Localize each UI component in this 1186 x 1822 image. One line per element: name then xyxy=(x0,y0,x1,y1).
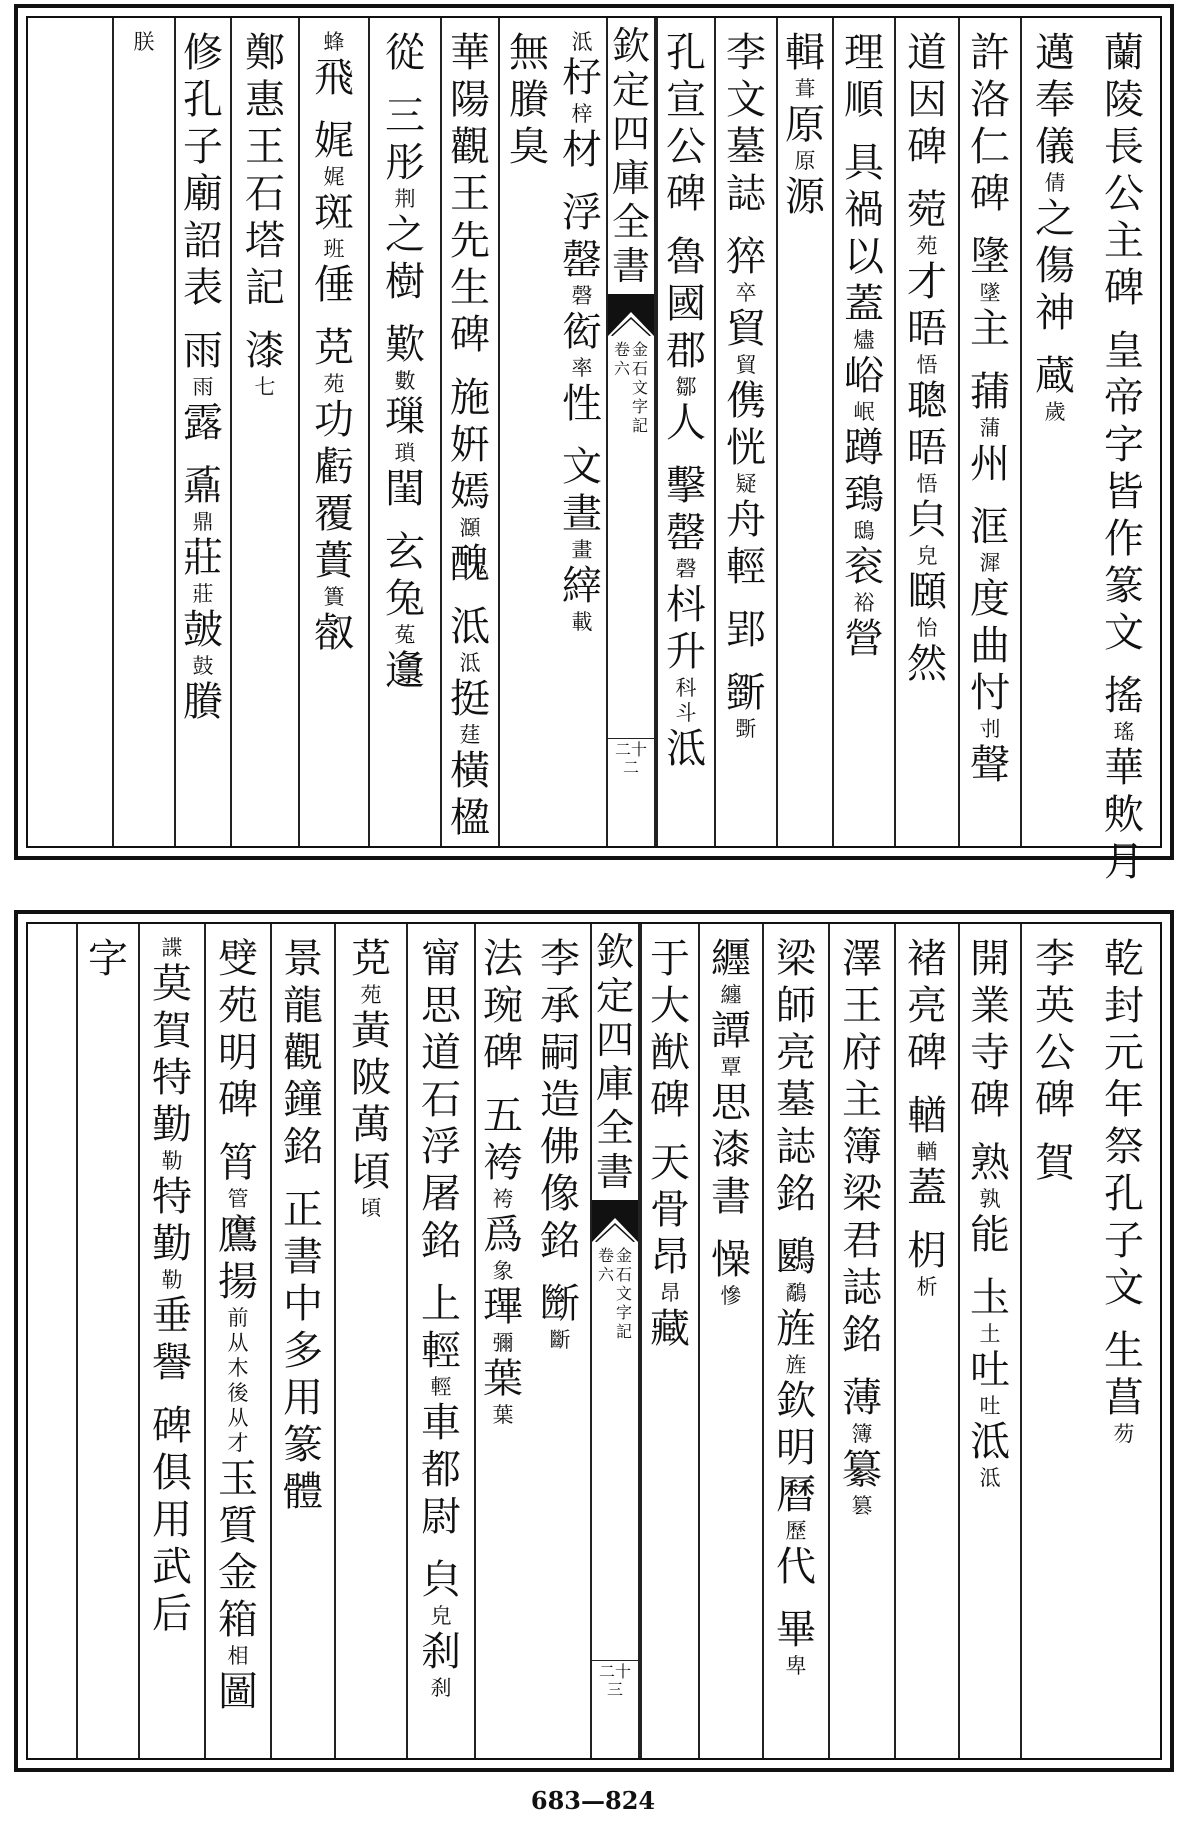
main-text: 正 書 中 多 用 篆 體 xyxy=(283,1187,323,1515)
top-page-frame xyxy=(26,16,1162,885)
main-text: 能 xyxy=(970,1212,1010,1258)
annotation-text: 輶 xyxy=(916,1140,938,1164)
main-text: 薄 xyxy=(842,1375,882,1421)
main-text: 甯 思 道 石 浮 屠 銘 xyxy=(421,936,461,1264)
annotation-text: 苑 xyxy=(323,372,345,396)
annotation-text: 皃 xyxy=(916,544,938,568)
text-column xyxy=(474,924,530,1758)
annotation-text: 貿 xyxy=(735,353,757,377)
main-text: 璅 xyxy=(385,394,425,440)
banner-title: 欽 定 四 庫 全 書 xyxy=(595,930,634,1194)
main-text: 衮 xyxy=(844,544,884,590)
main-text: 葉 xyxy=(483,1356,523,1402)
main-text: 搖 xyxy=(1104,673,1144,719)
text-column xyxy=(406,924,474,1758)
folio-number: 二十二 xyxy=(608,738,654,777)
text-column xyxy=(112,18,174,846)
main-text: 縡 xyxy=(562,563,602,609)
main-text: 墬 xyxy=(970,234,1010,280)
main-text: 州 xyxy=(970,441,1010,487)
annotation-text: 鼎 xyxy=(192,510,214,534)
main-text: 天 骨 昂 xyxy=(650,1140,690,1280)
main-text: 倕 xyxy=(314,262,354,308)
main-text: 輯 xyxy=(785,30,825,76)
annotation-text: 斷 xyxy=(549,1328,571,1352)
annotation-text: 後 从 才 xyxy=(227,1381,249,1455)
main-text: 㒵 xyxy=(421,1557,461,1603)
main-text: 爲 xyxy=(483,1212,523,1258)
annotation-text: 菟 xyxy=(394,623,416,647)
text-column xyxy=(498,18,558,846)
main-text: 生 菖 xyxy=(1104,1328,1144,1421)
main-text: 營 xyxy=(844,616,884,662)
main-text: 邍 xyxy=(385,648,425,694)
main-text: 飛 xyxy=(314,55,354,101)
main-text: 枓 升 xyxy=(666,582,706,675)
main-text: 泜 xyxy=(970,1419,1010,1465)
main-text: 開 業 寺 碑 xyxy=(970,936,1010,1123)
annotation-text: 斲 xyxy=(735,717,757,741)
annotation-text: 刹 xyxy=(430,1676,452,1700)
text-column xyxy=(368,18,440,846)
annotation-text: 泜 xyxy=(979,1466,1001,1490)
text-column xyxy=(1020,924,1088,1758)
main-text: 澤 王 府 主 簿 梁 君 誌 銘 xyxy=(842,936,882,1358)
annotation-text: 㶊 xyxy=(459,516,481,540)
annotation-text: 昂 xyxy=(659,1281,681,1305)
annotation-text: 象 xyxy=(492,1259,514,1283)
text-column xyxy=(174,18,230,846)
annotation-text: 葺 xyxy=(794,77,816,101)
annotation-text: 相 xyxy=(227,1644,249,1668)
main-text: 泜 xyxy=(666,726,706,772)
annotation-text: 慘 xyxy=(720,1284,742,1308)
annotation-text: 鴟 xyxy=(853,519,875,543)
annotation-text: 漽 xyxy=(979,551,1001,575)
fishtail-ornament xyxy=(592,1200,638,1242)
center-banner xyxy=(590,924,640,1758)
text-column xyxy=(894,924,958,1758)
main-text: 景 龍 觀 鐘 銘 xyxy=(283,936,323,1170)
annotation-text: 雨 xyxy=(192,375,214,399)
annotation-text: 娓 xyxy=(323,165,345,189)
annotation-text: 裕 xyxy=(853,591,875,615)
annotation-text: 鷸 xyxy=(785,1281,807,1305)
main-text: 許 洛 仁 碑 xyxy=(970,30,1010,217)
annotation-text: 皃 xyxy=(430,1604,452,1628)
text-column xyxy=(832,18,894,846)
annotation-text: 歲 xyxy=(1044,400,1066,424)
text-column xyxy=(76,924,138,1758)
main-text: 字 xyxy=(88,936,128,982)
text-column xyxy=(714,18,776,846)
annotation-text: 荆 xyxy=(394,187,416,211)
annotation-text: 朕 xyxy=(133,30,155,54)
main-text: 鷹 揚 xyxy=(218,1212,258,1305)
annotation-text: 簿 xyxy=(851,1422,873,1446)
main-text: 枂 xyxy=(907,1228,947,1274)
main-text: 杍 xyxy=(562,55,602,101)
main-text: 主 xyxy=(970,306,1010,352)
main-text: 碑 俱 用 武 后 xyxy=(152,1403,192,1637)
text-column xyxy=(1088,924,1160,1758)
annotation-text: 數 xyxy=(394,369,416,393)
annotation-text: 苑 xyxy=(916,234,938,258)
main-text: 圡 xyxy=(970,1275,1010,1321)
main-text: 閨 xyxy=(385,466,425,512)
main-text: 文 晝 xyxy=(562,444,602,537)
main-text: 菀 xyxy=(907,187,947,233)
bottom-page-frame xyxy=(26,922,1162,1760)
main-text: 賀 xyxy=(1035,1140,1075,1186)
annotation-text: 梓 xyxy=(571,102,593,126)
main-text: 蔵 xyxy=(1035,353,1075,399)
main-text: 法 琬 碑 xyxy=(483,936,523,1076)
banner-book-title: 金 石 文 字 記 xyxy=(616,1246,633,1341)
main-text: 莊 xyxy=(183,535,223,581)
annotation-text: 原 xyxy=(794,149,816,173)
annotation-text: 彌 xyxy=(492,1331,514,1355)
page-number-footer: 683—824 xyxy=(530,1786,656,1815)
main-text: 華 䶾 月 xyxy=(1104,745,1144,885)
main-text: 歎 xyxy=(385,322,425,368)
main-text: 之 樹 xyxy=(385,212,425,305)
main-text: 特 勤 xyxy=(152,1174,192,1267)
main-text: 纂 xyxy=(842,1447,882,1493)
main-text: 功 虧 覆 蕢 xyxy=(314,397,354,584)
text-column xyxy=(776,18,832,846)
main-text: 畢 xyxy=(776,1607,816,1653)
annotation-text: 怡 xyxy=(916,616,938,640)
annotation-text: 袴 xyxy=(492,1187,514,1211)
main-text: 玄 兔 xyxy=(385,529,425,622)
main-text: 橫 楹 xyxy=(450,748,490,841)
banner-volume: 卷 六 xyxy=(597,1246,614,1284)
main-text: 度 曲 忖 xyxy=(970,576,1010,716)
annotation-text: 篡 xyxy=(851,1494,873,1518)
main-text: 理 順 xyxy=(844,30,884,123)
banner-book-title: 金 石 文 字 記 xyxy=(632,340,649,435)
main-text: 圖 xyxy=(218,1669,258,1715)
main-text: 從 xyxy=(385,30,425,76)
main-text: 人 xyxy=(666,400,706,446)
main-text: 蓋 xyxy=(907,1165,947,1211)
annotation-text: 卑 xyxy=(785,1654,807,1678)
annotation-text: 莊 xyxy=(192,582,214,606)
main-text: 欽 明 曆 xyxy=(776,1378,816,1518)
annotation-text: 土 xyxy=(979,1322,1001,1346)
main-text: 源 xyxy=(785,174,825,220)
annotation-text: 率 xyxy=(571,356,593,380)
main-text: 李 英 公 碑 xyxy=(1035,936,1075,1123)
main-text: 醜 xyxy=(450,541,490,587)
main-text: 舟 輕 xyxy=(726,497,766,590)
annotation-text: 孰 xyxy=(979,1187,1001,1211)
main-text: 玉 質 金 箱 xyxy=(218,1456,258,1643)
annotation-text: 歷 xyxy=(785,1519,807,1543)
main-text: 㫁 xyxy=(540,1281,580,1327)
text-column xyxy=(270,924,334,1758)
annotation-text: 覃 xyxy=(720,1055,742,1079)
annotation-text: 泜 xyxy=(571,30,593,54)
main-text: 車 都 尉 xyxy=(421,1400,461,1540)
main-text: 性 xyxy=(562,381,602,427)
main-text: 上 輕 xyxy=(421,1281,461,1374)
main-text: 莌 xyxy=(351,936,391,982)
annotation-text: 勒 xyxy=(161,1268,183,1292)
main-text: 原 xyxy=(785,102,825,148)
text-column xyxy=(298,18,368,846)
annotation-text: 管 xyxy=(227,1187,249,1211)
main-text: 䢃 苑 明 碑 xyxy=(218,936,258,1123)
main-text: 鶠 xyxy=(776,1234,816,1280)
main-text: 蒱 xyxy=(970,369,1010,415)
main-text: 于 大 猷 碑 xyxy=(650,936,690,1123)
text-column xyxy=(334,924,406,1758)
annotation-text: 倩 xyxy=(1044,171,1066,195)
annotation-text: 班 xyxy=(323,237,345,261)
annotation-text: 輕 xyxy=(430,1375,452,1399)
banner-volume: 卷 六 xyxy=(613,340,630,378)
annotation-text: 悟 xyxy=(916,353,938,377)
annotation-text: 莛 xyxy=(459,723,481,747)
text-column xyxy=(558,18,606,846)
text-column xyxy=(762,924,828,1758)
text-column xyxy=(698,924,762,1758)
main-text: 聲 xyxy=(970,742,1010,788)
main-text: 懆 xyxy=(711,1237,751,1283)
main-text: 洭 xyxy=(970,504,1010,550)
annotation-text: 蒲 xyxy=(979,416,1001,440)
annotation-text: 析 xyxy=(916,1275,938,1299)
main-text: 旌 xyxy=(776,1306,816,1352)
main-text: 乾 封 元 年 祭 孔 子 文 xyxy=(1104,936,1144,1311)
main-text: 華 陽 觀 王 先 生 碑 xyxy=(450,30,490,358)
annotation-text: 纏 xyxy=(720,983,742,1007)
main-text: 然 xyxy=(907,641,947,687)
annotation-text: 苑 xyxy=(360,983,382,1007)
main-text: 浮 罄 xyxy=(562,190,602,283)
text-column xyxy=(204,924,270,1758)
main-text: 㒵 xyxy=(907,497,947,543)
main-text: 露 xyxy=(183,400,223,446)
main-text: 藏 xyxy=(650,1306,690,1352)
annotation-text: 泜 xyxy=(459,651,481,675)
annotation-text: 頃 xyxy=(360,1196,382,1220)
main-text: 蹲 鵄 xyxy=(844,425,884,518)
main-text: 譚 xyxy=(711,1008,751,1054)
annotation-text: 旌 xyxy=(785,1353,807,1377)
bottom-page xyxy=(14,910,1174,1772)
main-text: 垂 譽 xyxy=(152,1293,192,1386)
main-text: 猝 xyxy=(726,234,766,280)
main-text: 泜 xyxy=(450,604,490,650)
main-text: 刹 xyxy=(421,1629,461,1675)
annotation-text: 鼓 xyxy=(192,654,214,678)
annotation-text: 吐 xyxy=(979,1394,1001,1418)
text-column xyxy=(958,18,1020,846)
main-text: 吐 xyxy=(970,1347,1010,1393)
annotation-text: 墜 xyxy=(979,281,1001,305)
main-text: 雨 xyxy=(183,328,223,374)
main-text: 漆 xyxy=(245,328,285,374)
annotation-text: 磬 xyxy=(675,557,697,581)
banner-subtitle xyxy=(614,340,648,435)
main-text: 褚 亮 碑 xyxy=(907,936,947,1076)
annotation-text: 磬 xyxy=(571,284,593,308)
main-text: 皇 帝 字 皆 作 篆 文 xyxy=(1104,328,1144,656)
annotation-text: 瑣 xyxy=(394,441,416,465)
main-text: 莫 賀 特 勤 xyxy=(152,961,192,1148)
annotation-text: 卒 xyxy=(735,281,757,305)
banner-subtitle xyxy=(598,1246,632,1341)
annotation-text: 燼 xyxy=(853,328,875,352)
main-text: 梁 師 亮 墓 誌 銘 xyxy=(776,936,816,1217)
main-text: 修 孔 子 廟 詔 表 xyxy=(183,30,223,311)
main-text: 斑 xyxy=(314,190,354,236)
main-text: 思 漆 書 xyxy=(711,1080,751,1220)
text-column xyxy=(1088,18,1160,885)
main-text: 峪 xyxy=(844,353,884,399)
main-text: 李 文 墓 誌 xyxy=(726,30,766,217)
annotation-text: 載 xyxy=(571,610,593,634)
annotation-text: 芴 xyxy=(1113,1422,1135,1446)
main-text: 鼒 xyxy=(183,463,223,509)
main-text: 貿 xyxy=(726,306,766,352)
main-text: 魯 國 郡 xyxy=(666,234,706,374)
text-column xyxy=(656,18,714,846)
main-text: 擊 罄 xyxy=(666,463,706,556)
main-text: 㑺 恍 xyxy=(726,378,766,471)
main-text: 李 承 嗣 造 佛 像 銘 xyxy=(540,936,580,1264)
main-text: 才 晤 xyxy=(907,259,947,352)
main-text: 頥 xyxy=(907,569,947,615)
main-text: 斵 xyxy=(726,670,766,716)
main-text: 娓 xyxy=(314,118,354,164)
main-text: 莌 xyxy=(314,325,354,371)
main-text: 蘭 陵 長 公 主 碑 xyxy=(1104,30,1144,311)
annotation-text: 瑤 xyxy=(1113,720,1135,744)
annotation-text: 悟 xyxy=(916,472,938,496)
text-column xyxy=(138,924,204,1758)
annotation-text: 鄒 xyxy=(675,375,697,399)
main-text: 三 彤 xyxy=(385,93,425,186)
annotation-text: 簣 xyxy=(323,585,345,609)
annotation-text: 疑 xyxy=(735,472,757,496)
main-text: 郢 xyxy=(726,607,766,653)
main-text: 㕡 xyxy=(314,610,354,656)
annotation-text: 蜂 xyxy=(323,30,345,54)
main-text: 黃 陂 萬 頃 xyxy=(351,1008,391,1195)
main-text: 鄭 惠 王 石 塔 記 xyxy=(245,30,285,311)
main-text: 熟 xyxy=(970,1140,1010,1186)
text-column xyxy=(530,924,590,1758)
banner-title: 欽 定 四 庫 全 書 xyxy=(611,24,650,288)
main-text: 㻫 xyxy=(483,1284,523,1330)
main-text: 纒 xyxy=(711,936,751,982)
main-text: 孔 宣 公 碑 xyxy=(666,30,706,217)
main-text: 賸 xyxy=(183,679,223,725)
main-text: 具 禍 以 蓋 xyxy=(844,140,884,327)
text-column xyxy=(440,18,498,846)
annotation-text: 勒 xyxy=(161,1149,183,1173)
main-text: 材 xyxy=(562,127,602,173)
main-text: 皷 xyxy=(183,607,223,653)
top-page xyxy=(14,4,1174,885)
annotation-text: 畫 xyxy=(571,538,593,562)
text-column xyxy=(958,924,1020,1758)
main-text: 施 姸 嫣 xyxy=(450,375,490,515)
center-banner xyxy=(606,18,656,846)
annotation-text: 諜 xyxy=(161,936,183,960)
text-column xyxy=(230,18,298,846)
annotation-text: 岷 xyxy=(853,400,875,424)
main-text: 無 賸 臭 xyxy=(509,30,549,170)
annotation-text: 七 xyxy=(254,375,276,399)
main-text: 道 因 碑 xyxy=(907,30,947,170)
fishtail-ornament xyxy=(608,294,654,336)
folio-number: 二十三 xyxy=(592,1660,638,1699)
main-text: 筲 xyxy=(218,1140,258,1186)
main-text: 衒 xyxy=(562,309,602,355)
main-text: 輶 xyxy=(907,1093,947,1139)
annotation-text: 科 斗 xyxy=(675,676,697,725)
text-column xyxy=(894,18,958,846)
main-text: 聰 晤 xyxy=(907,378,947,471)
main-text: 五 袴 xyxy=(483,1093,523,1186)
annotation-text: 葉 xyxy=(492,1403,514,1427)
main-text: 挺 xyxy=(450,676,490,722)
annotation-text: 刌 xyxy=(979,717,1001,741)
main-text: 邁 奉 儀 xyxy=(1035,30,1075,170)
main-text: 之 傷 神 xyxy=(1035,196,1075,336)
annotation-text: 前 从 木 xyxy=(227,1306,249,1380)
text-column xyxy=(640,924,698,1758)
text-column xyxy=(828,924,894,1758)
main-text: 代 xyxy=(776,1544,816,1590)
text-column xyxy=(1020,18,1088,846)
